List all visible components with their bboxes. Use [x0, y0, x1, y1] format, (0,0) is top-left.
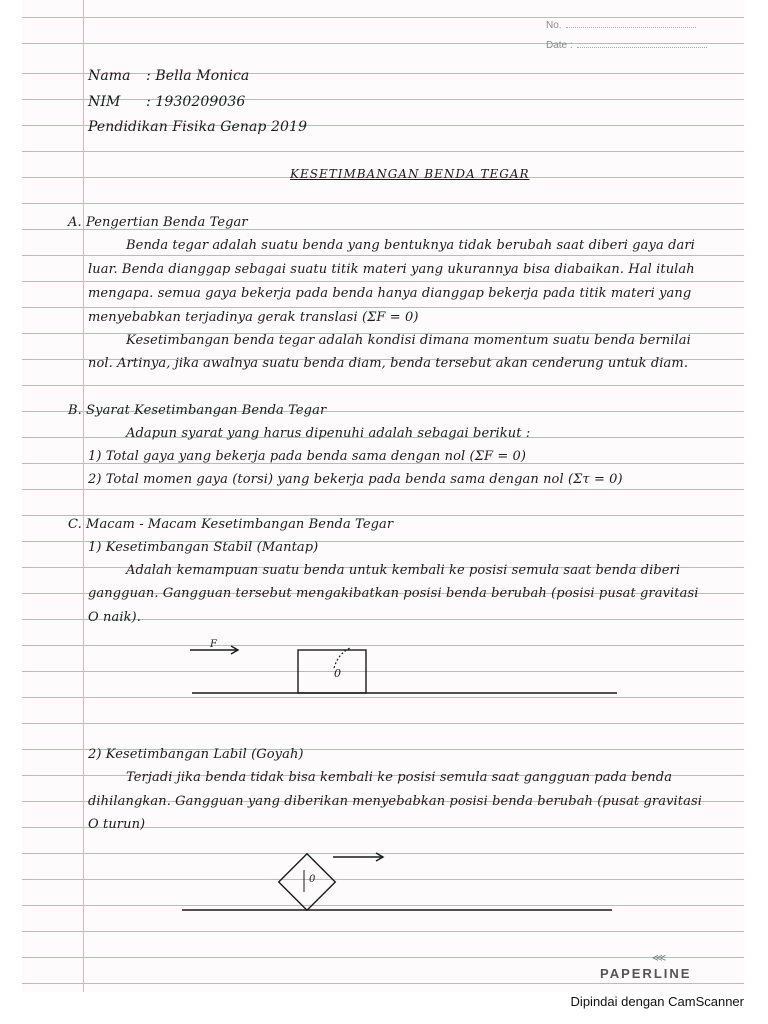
- section-a-line: luar. Benda dianggap sebagai suatu titik materi yang ukurannya bisa diabaikan. Hal itulah: [88, 262, 695, 277]
- section-a-line: Benda tegar adalah suatu benda yang bentuknya tidak berubah saat diberi gaya dari: [126, 238, 695, 253]
- date-label: Date :: [546, 40, 573, 51]
- center-point-label: 0: [334, 667, 342, 680]
- section-a-line: Kesetimbangan benda tegar adalah kondisi dimana momentum suatu benda bernilai: [126, 333, 691, 348]
- stable-line: O naik).: [88, 610, 141, 625]
- section-a-line: nol. Artinya, jika awalnya suatu benda diam, benda tersebut akan cenderung untuk diam.: [88, 356, 689, 371]
- section-b-intro: Adapun syarat yang harus dipenuhi adalah sebagai berikut :: [126, 426, 531, 441]
- program-line: Pendidikan Fisika Genap 2019: [88, 119, 308, 135]
- tilted-block-shape: [279, 854, 336, 911]
- section-b-heading: B. Syarat Kesetimbangan Benda Tegar: [68, 403, 327, 418]
- center-point-label-2: 0: [309, 874, 316, 885]
- unstable-line: Terjadi jika benda tidak bisa kembali ke posisi semula saat gangguan pada benda: [126, 770, 673, 785]
- stable-heading: 1) Kesetimbangan Stabil (Mantap): [88, 540, 319, 555]
- stable-line: gangguan. Gangguan tersebut mengakibatkan posisi benda berubah (posisi pusat gravitasi: [88, 586, 699, 601]
- section-b-item: 2) Total momen gaya (torsi) yang bekerja pada benda sama dengan nol (Στ = 0): [88, 472, 623, 487]
- scanner-watermark: Dipindai dengan CamScanner: [570, 994, 744, 1009]
- nim-label: NIM: [88, 94, 121, 110]
- section-b-item: 1) Total gaya yang bekerja pada benda sama dengan nol (ΣF = 0): [88, 449, 527, 464]
- unstable-line: O turun): [88, 817, 146, 832]
- stable-line: Adalah kemampuan suatu benda untuk kembali ke posisi semula saat benda diberi: [126, 563, 681, 578]
- stable-diagram: [22, 0, 744, 992]
- brand-logo-icon: ⋘: [652, 953, 667, 964]
- unstable-heading: 2) Kesetimbangan Labil (Goyah): [88, 747, 304, 762]
- brand-name: PAPERLINE: [600, 966, 692, 981]
- name-value: : Bella Monica: [146, 68, 250, 84]
- nim-value: : 1930209036: [146, 94, 246, 110]
- force-label: F: [210, 639, 218, 650]
- section-a-line: menyebabkan terjadinya gerak translasi (ΣF = 0): [88, 310, 419, 325]
- no-label: No.: [546, 20, 562, 31]
- document-title: KESETIMBANGAN BENDA TEGAR: [290, 167, 530, 181]
- unstable-line: dihilangkan. Gangguan yang diberikan menyebabkan posisi benda berubah (pusat gravitasi: [88, 794, 702, 809]
- section-a-line: mengapa. semua gaya bekerja pada benda hanya dianggap bekerja pada titik materi yang: [88, 286, 692, 301]
- section-c-heading: C. Macam - Macam Kesetimbangan Benda Tegar: [68, 517, 394, 532]
- section-a-heading: A. Pengertian Benda Tegar: [68, 215, 248, 230]
- notebook-page: [22, 0, 744, 992]
- name-label: Nama: [88, 68, 131, 84]
- block-shape: [298, 650, 366, 693]
- rotation-arc: [334, 648, 350, 668]
